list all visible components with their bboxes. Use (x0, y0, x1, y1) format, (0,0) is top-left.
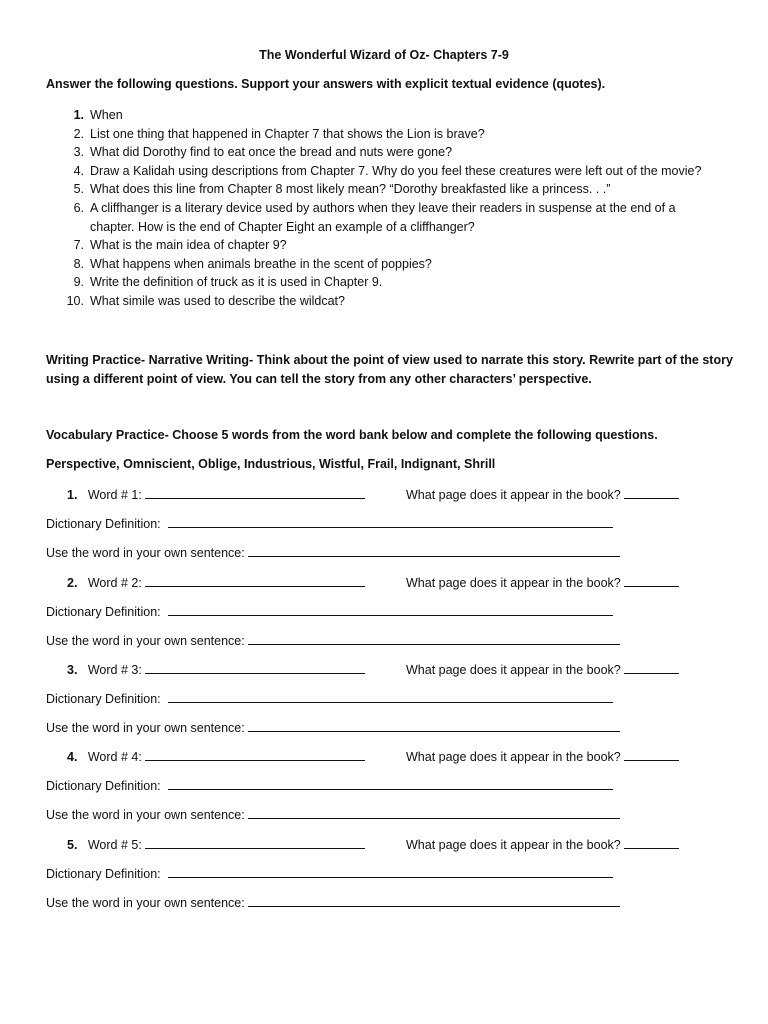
question-number: 6. (73, 200, 84, 215)
question-number: 8. (73, 256, 84, 271)
word-bank: Perspective, Omniscient, Oblige, Industrious, Wistful, Frail, Indignant, Shrill (46, 457, 496, 471)
word-line (67, 661, 365, 677)
question-number: 7. (73, 238, 84, 253)
sentence-blank[interactable] (248, 894, 620, 907)
question-text: Draw a Kalidah using descriptions from Chapter 7. Why do you feel these creatures were left out of the movie? (90, 163, 702, 178)
sentence-line (46, 894, 620, 910)
sentence-line (46, 544, 620, 560)
question-item (46, 236, 736, 255)
word-label: Word # 5: (87, 838, 142, 852)
question-text: What did Dorothy find to eat once the bread and nuts were gone? (90, 145, 453, 160)
sentence-line (46, 719, 620, 735)
vocab-entry (0, 836, 768, 922)
definition-line (46, 515, 613, 531)
sentence-label: Use the word in your own sentence: (46, 896, 245, 910)
question-number: 10. (66, 293, 84, 308)
page-line (406, 748, 679, 764)
question-item (46, 106, 736, 125)
word-line (67, 748, 365, 764)
question-item (46, 180, 736, 199)
word-blank[interactable] (145, 486, 365, 499)
question-text: What does this line from Chapter 8 most likely mean? “Dorothy breakfasted like a princess. . .” (90, 182, 611, 197)
question-text: What simile was used to describe the wildcat? (90, 293, 345, 308)
question-text: What happens when animals breathe in the scent of poppies? (90, 256, 432, 271)
vocabulary-prompt: Vocabulary Practice- Choose 5 words from the word bank below and complete the following questions. (46, 428, 658, 442)
entry-number: 2. (67, 576, 78, 590)
question-number: 2. (73, 126, 84, 141)
word-blank[interactable] (145, 748, 365, 761)
definition-blank[interactable] (168, 865, 613, 878)
sentence-line (46, 806, 620, 822)
page-blank[interactable] (624, 486, 679, 499)
definition-label: Dictionary Definition: (46, 605, 161, 619)
question-text: A cliffhanger is a literary device used by authors when they leave their readers in suspense at the end of a (90, 200, 676, 215)
definition-blank[interactable] (168, 603, 613, 616)
definition-blank[interactable] (168, 690, 613, 703)
instructions: Answer the following questions. Support your answers with explicit textual evidence (quotes). (46, 77, 606, 91)
definition-line (46, 777, 613, 793)
definition-blank[interactable] (168, 777, 613, 790)
question-text: When (90, 108, 123, 122)
question-item (46, 199, 736, 236)
entry-number: 5. (67, 838, 78, 852)
word-blank[interactable] (145, 836, 365, 849)
definition-label: Dictionary Definition: (46, 779, 161, 793)
question-number: 1. (73, 108, 84, 122)
question-item (46, 125, 736, 144)
vocab-entry (0, 486, 768, 572)
vocab-entry (0, 574, 768, 660)
definition-label: Dictionary Definition: (46, 517, 161, 531)
sentence-label: Use the word in your own sentence: (46, 634, 245, 648)
entry-number: 4. (67, 750, 78, 764)
question-list (46, 106, 736, 311)
word-line (67, 836, 365, 852)
entry-number: 1. (67, 488, 78, 502)
definition-line (46, 690, 613, 706)
word-label: Word # 2: (87, 576, 142, 590)
page-title: The Wonderful Wizard of Oz- Chapters 7-9 (259, 48, 509, 62)
page-label: What page does it appear in the book? (406, 663, 621, 677)
entry-number: 3. (67, 663, 78, 677)
page-blank[interactable] (624, 748, 679, 761)
page-line (406, 486, 679, 502)
question-text: What is the main idea of chapter 9? (90, 238, 287, 253)
writing-practice-line: using a different point of view. You can tell the story from any other characters’ perspective. (46, 372, 592, 386)
question-number: 3. (73, 145, 84, 160)
vocab-entry (0, 661, 768, 747)
page-label: What page does it appear in the book? (406, 576, 621, 590)
question-number: 5. (73, 182, 84, 197)
page-line (406, 574, 679, 590)
page-label: What page does it appear in the book? (406, 488, 621, 502)
writing-practice-line: Writing Practice- Narrative Writing- Think about the point of view used to narrate this story. Rewrite part of the story (46, 353, 733, 367)
question-item (46, 162, 736, 181)
question-item (46, 292, 736, 311)
word-label: Word # 3: (87, 663, 142, 677)
question-item (46, 255, 736, 274)
page-label: What page does it appear in the book? (406, 750, 621, 764)
page-line (406, 661, 679, 677)
page-line (406, 836, 679, 852)
sentence-label: Use the word in your own sentence: (46, 546, 245, 560)
word-label: Word # 4: (87, 750, 142, 764)
word-line (67, 574, 365, 590)
sentence-line (46, 632, 620, 648)
question-item (46, 143, 736, 162)
page-blank[interactable] (624, 574, 679, 587)
sentence-blank[interactable] (248, 806, 620, 819)
definition-line (46, 865, 613, 881)
sentence-blank[interactable] (248, 544, 620, 557)
sentence-label: Use the word in your own sentence: (46, 721, 245, 735)
word-blank[interactable] (145, 661, 365, 674)
sentence-label: Use the word in your own sentence: (46, 808, 245, 822)
page-label: What page does it appear in the book? (406, 838, 621, 852)
question-number: 9. (73, 275, 84, 290)
vocab-entry (0, 748, 768, 834)
page-blank[interactable] (624, 836, 679, 849)
word-line (67, 486, 365, 502)
question-text: chapter. How is the end of Chapter Eight an example of a cliffhanger? (90, 219, 475, 234)
question-text: List one thing that happened in Chapter 7 that shows the Lion is brave? (90, 126, 485, 141)
sentence-blank[interactable] (248, 632, 620, 645)
question-number: 4. (73, 163, 84, 178)
page-blank[interactable] (624, 661, 679, 674)
writing-practice (46, 351, 736, 389)
word-label: Word # 1: (87, 488, 142, 502)
question-item (46, 273, 736, 292)
definition-label: Dictionary Definition: (46, 692, 161, 706)
sentence-blank[interactable] (248, 719, 620, 732)
definition-line (46, 603, 613, 619)
question-text: Write the definition of truck as it is used in Chapter 9. (90, 275, 383, 290)
word-blank[interactable] (145, 574, 365, 587)
definition-blank[interactable] (168, 515, 613, 528)
definition-label: Dictionary Definition: (46, 867, 161, 881)
